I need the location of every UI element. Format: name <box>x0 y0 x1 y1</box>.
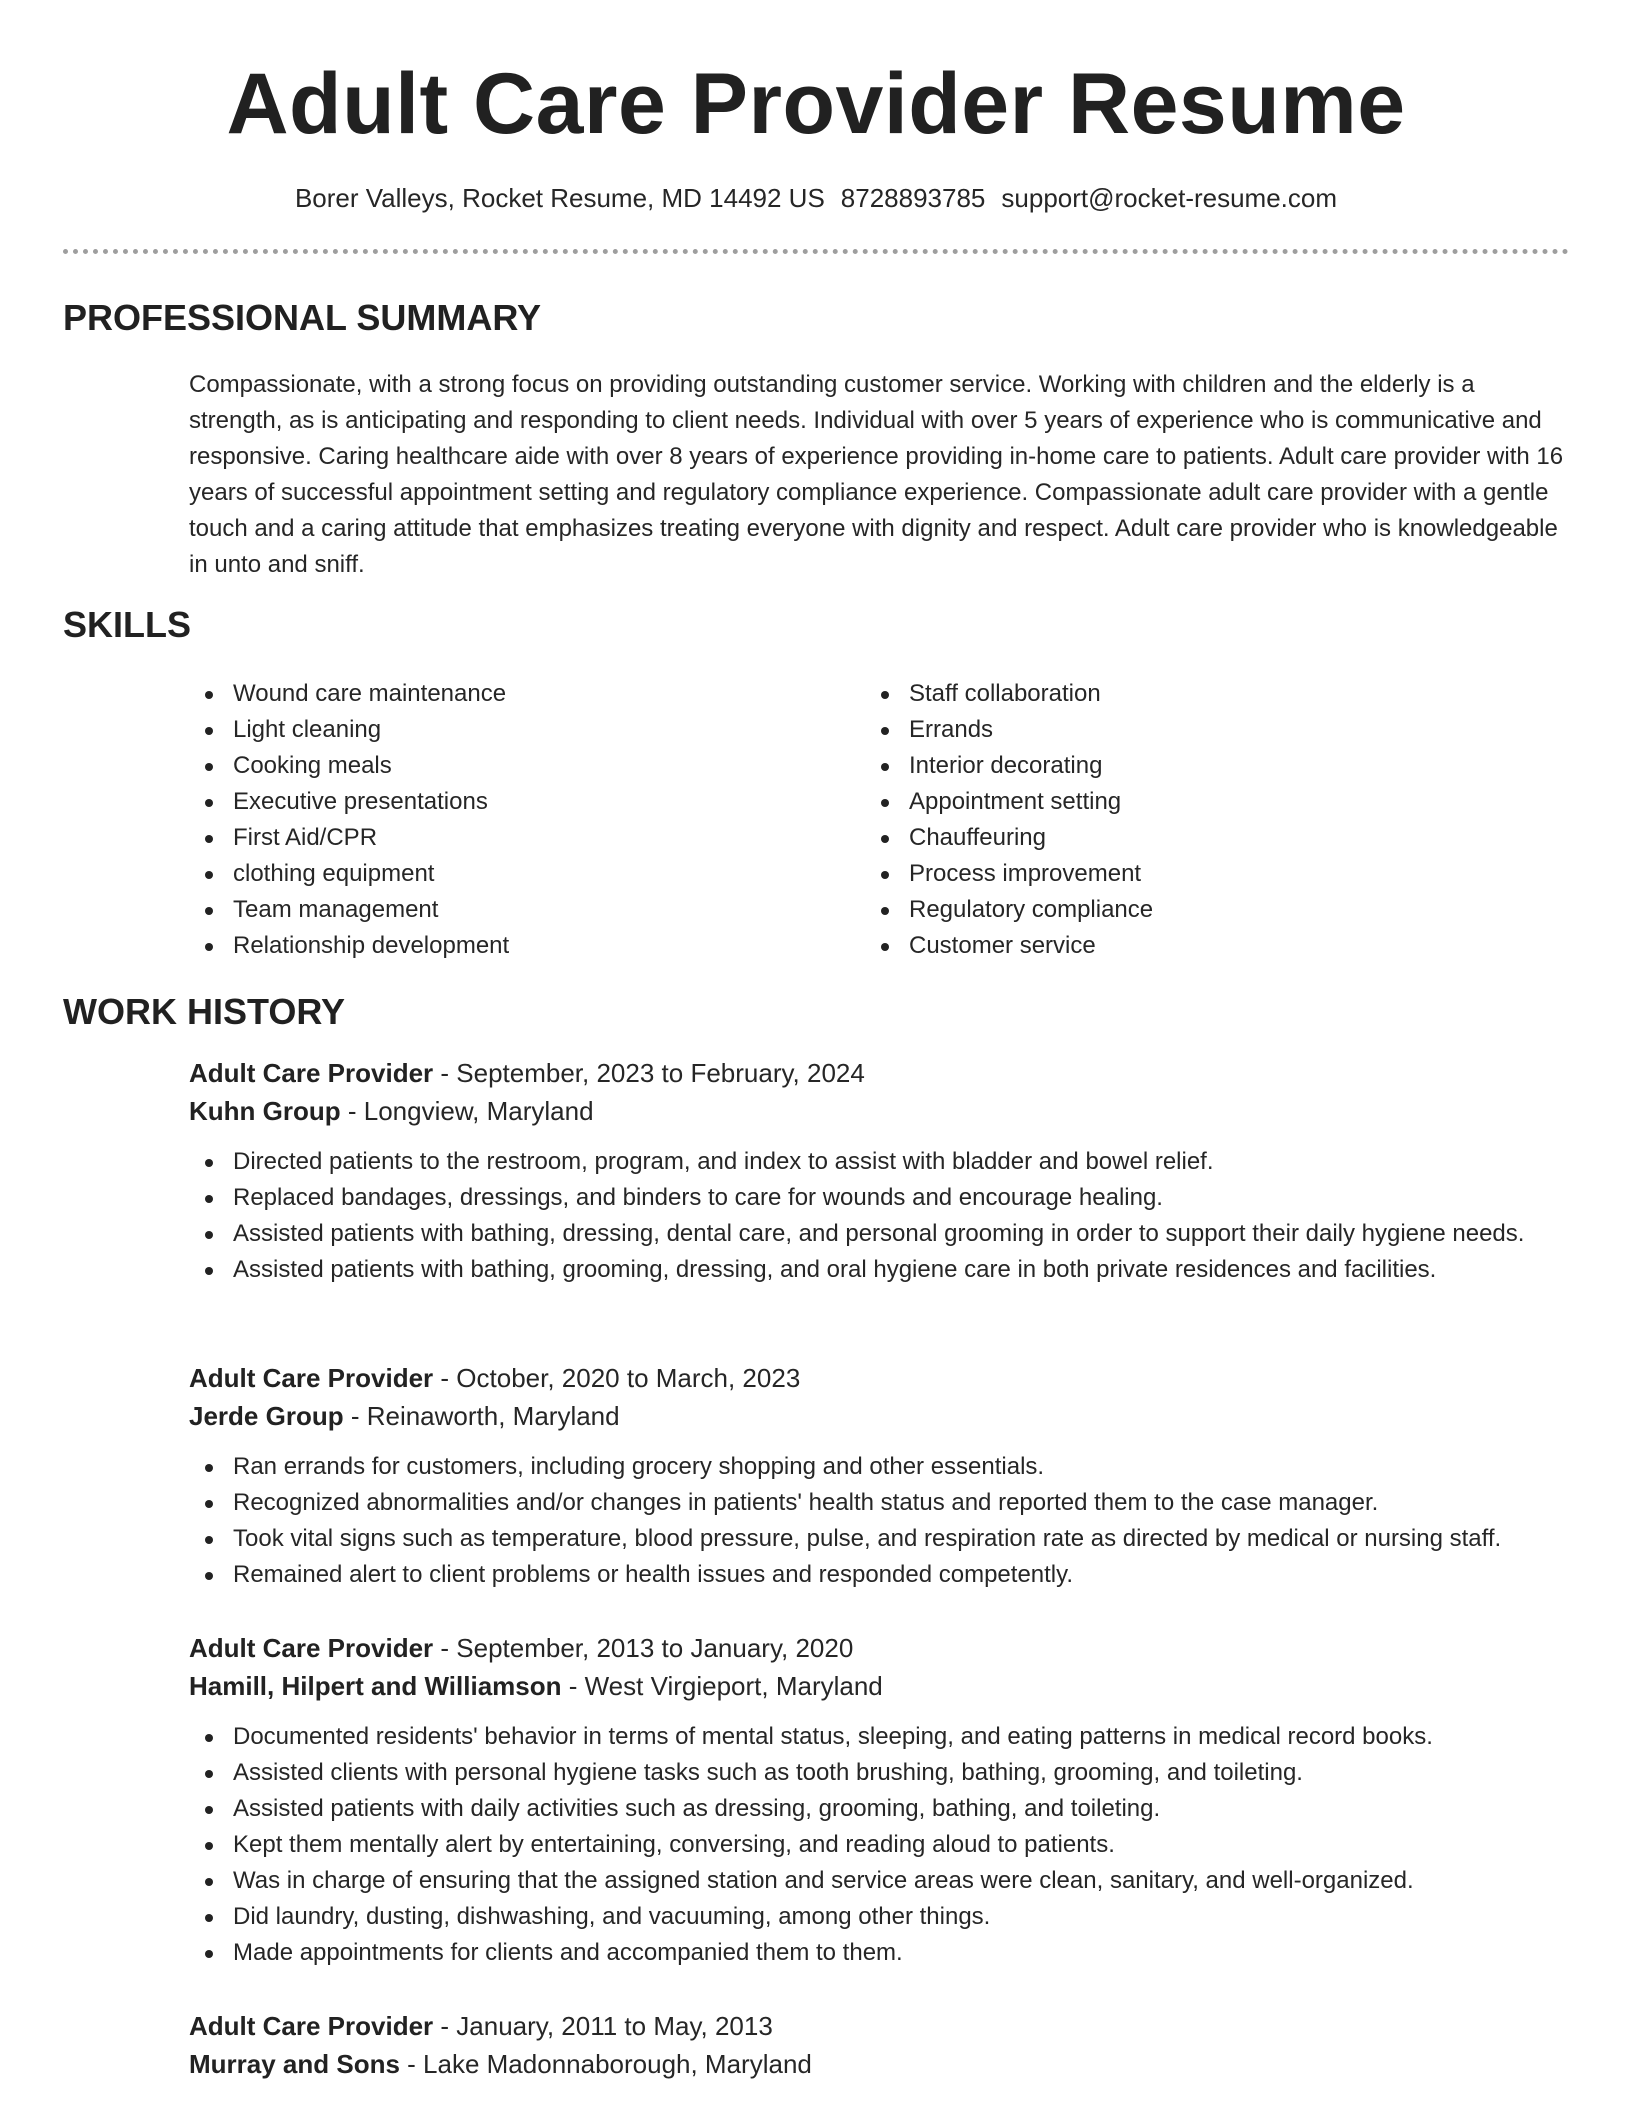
job-location: Reinaworth, Maryland <box>366 1401 620 1431</box>
skill-item: Chauffeuring <box>865 820 1465 856</box>
skill-item: Staff collaboration <box>865 676 1465 712</box>
separator: - <box>433 1363 457 1393</box>
job-duty: Assisted patients with bathing, grooming, dressing, and oral hygiene care in both private residences and facilities. <box>189 1252 1569 1288</box>
job-location: West Virgieport, Maryland <box>584 1671 883 1701</box>
separator: - <box>561 1671 585 1701</box>
job-duty: Directed patients to the restroom, program, and index to assist with bladder and bowel relief. <box>189 1144 1569 1180</box>
job-duty: Assisted clients with personal hygiene tasks such as tooth brushing, bathing, grooming, and toileting. <box>189 1755 1569 1791</box>
job-entry <box>189 1359 1569 1593</box>
skill-item: Executive presentations <box>189 784 789 820</box>
job-title-line <box>189 2007 1569 2045</box>
job-duty: Assisted patients with bathing, dressing, dental care, and personal grooming in order to support their daily hygiene needs. <box>189 1216 1569 1252</box>
job-duty: Did laundry, dusting, dishwashing, and vacuuming, among other things. <box>189 1899 1569 1935</box>
contact-phone: 8728893785 <box>840 183 986 213</box>
skill-item: clothing equipment <box>189 856 789 892</box>
separator: - <box>399 2049 424 2079</box>
resume-title: Adult Care Provider Resume <box>226 56 1406 152</box>
job-duty: Documented residents' behavior in terms of mental status, sleeping, and eating patterns in medical record books. <box>189 1719 1569 1755</box>
job-dates: October, 2020 to March, 2023 <box>456 1363 801 1393</box>
job-location: Longview, Maryland <box>363 1096 594 1126</box>
job-dates: January, 2011 to May, 2013 <box>456 2011 773 2041</box>
skills-list-right <box>865 676 1465 964</box>
skill-item: Customer service <box>865 928 1465 964</box>
job-dates: September, 2023 to February, 2024 <box>456 1058 865 1088</box>
work-history-heading: WORK HISTORY <box>63 991 346 1032</box>
job-duty: Ran errands for customers, including grocery shopping and other essentials. <box>189 1449 1569 1485</box>
skill-item: Cooking meals <box>189 748 789 784</box>
contact-email: support@rocket-resume.com <box>1001 183 1338 213</box>
job-company-line <box>189 1667 1569 1705</box>
job-company-line <box>189 1397 1569 1435</box>
job-title: Adult Care Provider <box>189 1633 434 1663</box>
summary-text: Compassionate, with a strong focus on providing outstanding customer service. Working with children and the elderly is a strength, as is anticipating and responding to client needs. Individual with over 5 years of experience who is communicative and responsive. Caring healthcare aide with over 8 years of experience providing in-home care to patients. Adult care provider with 16 years of successful appointment setting and regulatory compliance experience. Compassionate adult care provider with a gentle touch and a caring attitude that emphasizes treating everyone with dignity and respect. Adult care provider who is knowledgeable in unto and sniff. <box>189 371 1564 578</box>
contact-line <box>0 180 1632 216</box>
header-divider <box>63 249 1569 254</box>
job-dates: September, 2013 to January, 2020 <box>456 1633 854 1663</box>
job-company-line <box>189 2045 1569 2083</box>
skills-heading: SKILLS <box>63 604 192 645</box>
job-company: Jerde Group <box>189 1401 344 1431</box>
separator: - <box>343 1401 367 1431</box>
skill-item: Interior decorating <box>865 748 1465 784</box>
separator: - <box>433 2011 457 2041</box>
job-duty: Made appointments for clients and accompanied them to them. <box>189 1935 1569 1971</box>
skill-item: Relationship development <box>189 928 789 964</box>
skill-item: Process improvement <box>865 856 1465 892</box>
job-title-line <box>189 1629 1569 1667</box>
job-duties-list <box>189 1144 1569 1288</box>
job-title: Adult Care Provider <box>189 1363 434 1393</box>
job-duty: Took vital signs such as temperature, blood pressure, pulse, and respiration rate as directed by medical or nursing staff. <box>189 1521 1569 1557</box>
job-duty: Recognized abnormalities and/or changes in patients' health status and reported them to the case manager. <box>189 1485 1569 1521</box>
separator: - <box>433 1633 457 1663</box>
job-company: Kuhn Group <box>189 1096 341 1126</box>
job-title: Adult Care Provider <box>189 1058 434 1088</box>
job-duties-list <box>189 1449 1569 1593</box>
job-company: Murray and Sons <box>189 2049 400 2079</box>
job-duty: Was in charge of ensuring that the assigned station and service areas were clean, sanitary, and well-organized. <box>189 1863 1569 1899</box>
job-title-line <box>189 1359 1569 1397</box>
job-duty: Replaced bandages, dressings, and binders to care for wounds and encourage healing. <box>189 1180 1569 1216</box>
summary-heading: PROFESSIONAL SUMMARY <box>63 297 542 338</box>
skills-list-left <box>189 676 789 964</box>
skill-item: Regulatory compliance <box>865 892 1465 928</box>
contact-address: Borer Valleys, Rocket Resume, MD 14492 US <box>294 183 825 213</box>
job-duties-list <box>189 1719 1569 1971</box>
job-company-line <box>189 1092 1569 1130</box>
job-entry <box>189 2007 1569 2083</box>
job-entry <box>189 1629 1569 1971</box>
skill-item: Wound care maintenance <box>189 676 789 712</box>
job-location: Lake Madonnaborough, Maryland <box>423 2049 812 2079</box>
job-title: Adult Care Provider <box>189 2011 434 2041</box>
skill-item: Light cleaning <box>189 712 789 748</box>
skill-item: First Aid/CPR <box>189 820 789 856</box>
job-duty: Remained alert to client problems or health issues and responded competently. <box>189 1557 1569 1593</box>
separator: - <box>340 1096 364 1126</box>
job-entry <box>189 1054 1569 1288</box>
job-company: Hamill, Hilpert and Williamson <box>189 1671 562 1701</box>
skill-item: Appointment setting <box>865 784 1465 820</box>
job-title-line <box>189 1054 1569 1092</box>
job-duty: Kept them mentally alert by entertaining, conversing, and reading aloud to patients. <box>189 1827 1569 1863</box>
separator: - <box>433 1058 457 1088</box>
skill-item: Errands <box>865 712 1465 748</box>
job-duty: Assisted patients with daily activities such as dressing, grooming, bathing, and toileting. <box>189 1791 1569 1827</box>
skill-item: Team management <box>189 892 789 928</box>
